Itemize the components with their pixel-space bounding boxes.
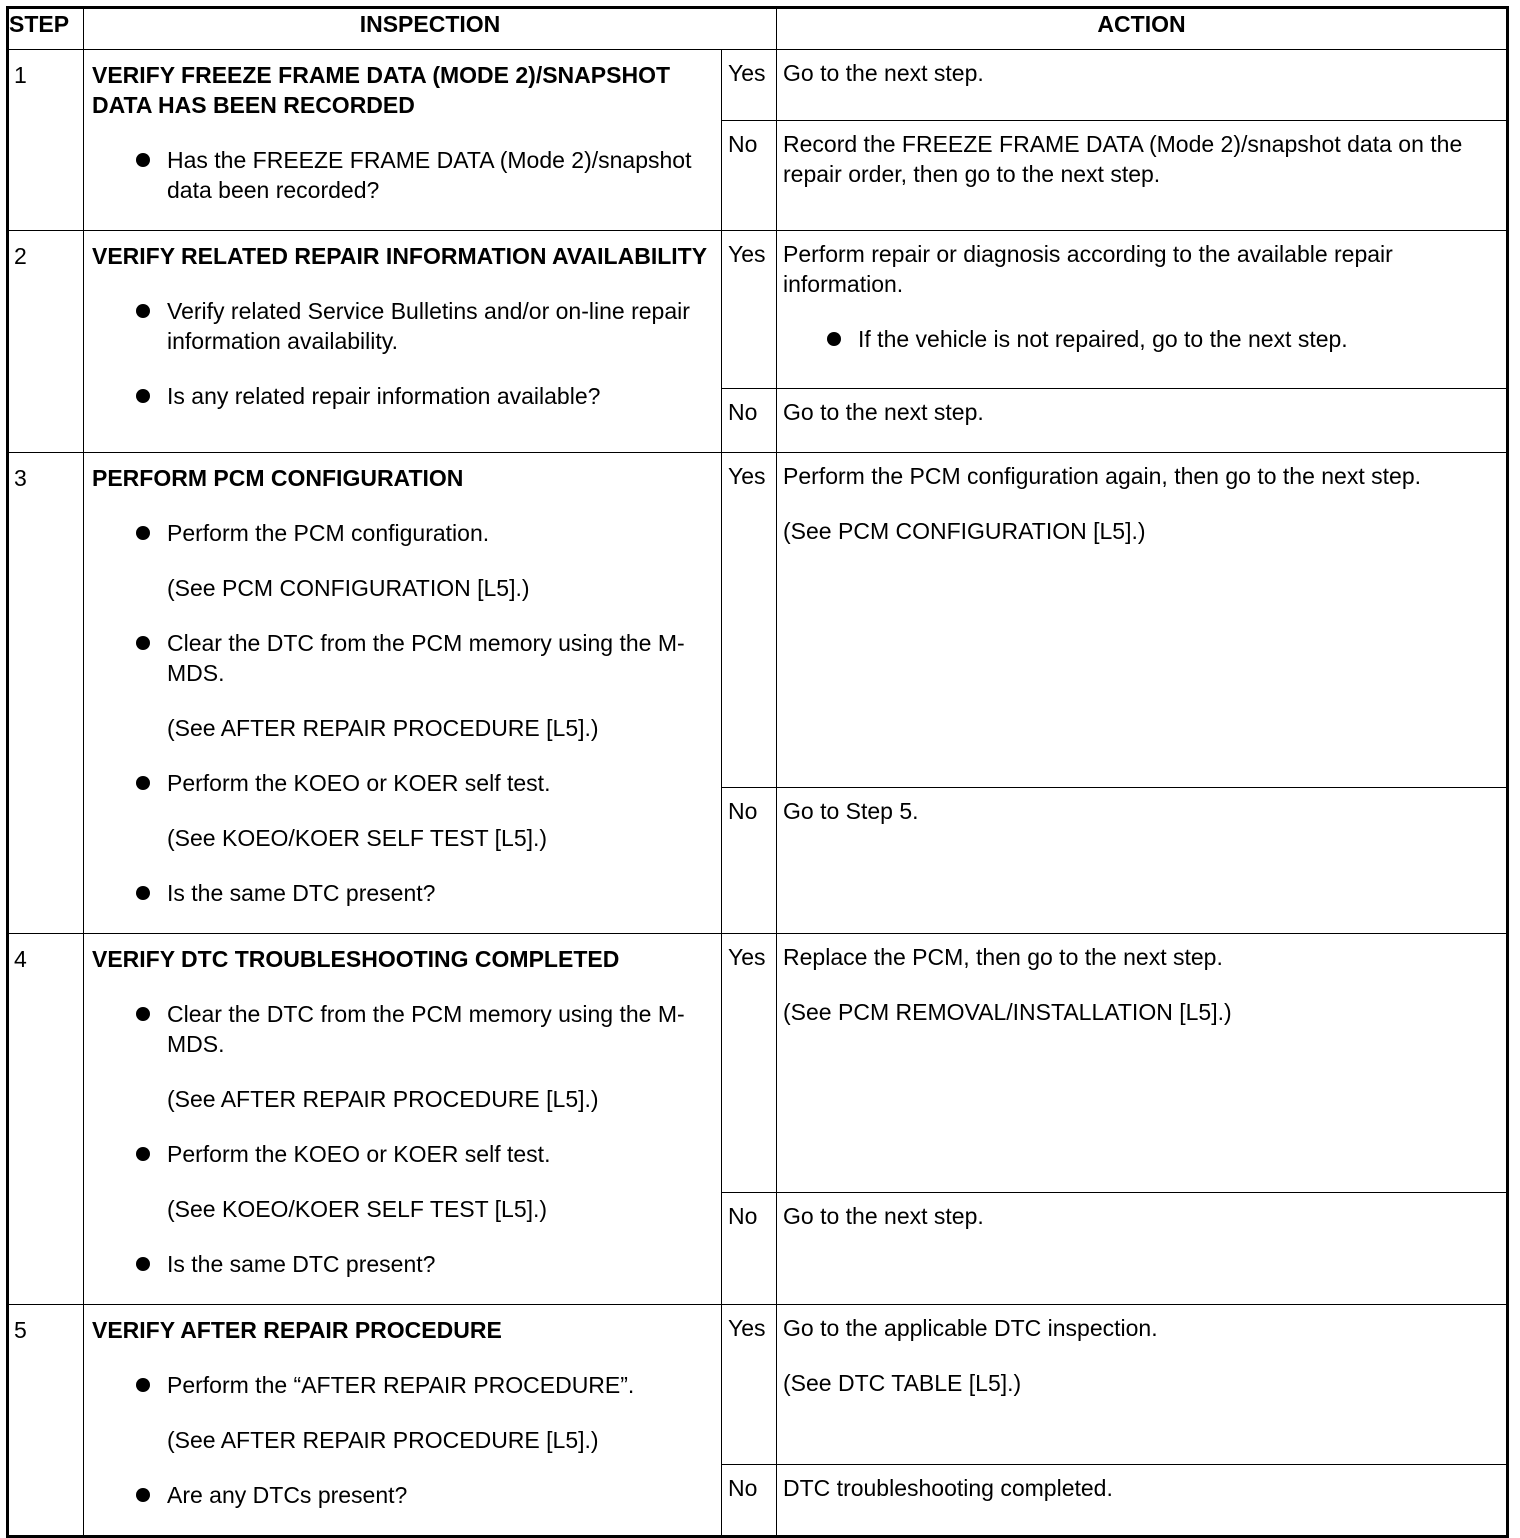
- action-text: Go to the next step.: [783, 60, 984, 86]
- step-number: 4: [8, 934, 84, 1305]
- diagnostic-procedure-table: [6, 6, 1509, 1538]
- bullet-text: Clear the DTC from the PCM memory using the M-MDS.: [167, 1001, 685, 1057]
- inspection-bullet: [92, 878, 713, 908]
- action-column-header: ACTION: [777, 8, 1508, 50]
- yes-label: Yes: [722, 1305, 777, 1465]
- bullet-text: Perform the KOEO or KOER self test.: [167, 770, 551, 796]
- bullet-text: Verify related Service Bulletins and/or on-line repair information availability.: [167, 298, 690, 354]
- step-row: [8, 50, 1508, 121]
- no-action: [777, 1465, 1508, 1537]
- step-number: 1: [8, 50, 84, 231]
- inspection-cell: [84, 453, 722, 934]
- inspection-bullet: [92, 1370, 713, 1455]
- action-text: Perform repair or diagnosis according to the available repair information.: [783, 241, 1393, 297]
- action-text: Perform the PCM configuration again, then go to the next step.: [783, 463, 1421, 489]
- bullet-text: Clear the DTC from the PCM memory using the M-MDS.: [167, 630, 685, 686]
- reference-text: (See KOEO/KOER SELF TEST [L5].): [167, 825, 548, 851]
- reference-text: (See KOEO/KOER SELF TEST [L5].): [167, 1196, 548, 1222]
- step-number: 2: [8, 231, 84, 453]
- step-row: [8, 1305, 1508, 1465]
- inspection-bullet-list: [92, 296, 713, 411]
- step-title: PERFORM PCM CONFIGURATION: [92, 465, 464, 491]
- bullet-text: Perform the PCM configuration.: [167, 520, 490, 546]
- no-action: [777, 120, 1508, 230]
- yes-action: [777, 1305, 1508, 1465]
- reference-text: (See AFTER REPAIR PROCEDURE [L5].): [167, 715, 599, 741]
- inspection-bullet: [92, 1139, 713, 1224]
- bullet-text: Perform the KOEO or KOER self test.: [167, 1141, 551, 1167]
- step-title: VERIFY RELATED REPAIR INFORMATION AVAILABILITY: [92, 243, 708, 269]
- bullet-text: Has the FREEZE FRAME DATA (Mode 2)/snapshot data been recorded?: [167, 147, 692, 203]
- no-action: [777, 1192, 1508, 1304]
- step-number: 5: [8, 1305, 84, 1537]
- inspection-cell: [84, 50, 722, 231]
- no-label: No: [722, 1192, 777, 1304]
- action-text: DTC troubleshooting completed.: [783, 1475, 1113, 1502]
- reference-text: (See AFTER REPAIR PROCEDURE [L5].): [167, 1427, 599, 1453]
- step-row: [8, 231, 1508, 389]
- no-label: No: [722, 120, 777, 230]
- inspection-bullet-list: [92, 145, 713, 205]
- no-action: [777, 389, 1508, 453]
- yes-label: Yes: [722, 50, 777, 121]
- step-column-header: STEP: [8, 8, 84, 50]
- yes-label: Yes: [722, 453, 777, 788]
- step-row: [8, 934, 1508, 1193]
- inspection-bullet: [92, 1249, 713, 1279]
- action-text: Go to the applicable DTC inspection.: [783, 1315, 1158, 1341]
- inspection-cell: [84, 1305, 722, 1537]
- no-label: No: [722, 788, 777, 934]
- step-row: [8, 453, 1508, 788]
- no-action: [777, 788, 1508, 934]
- action-text: (See PCM CONFIGURATION [L5].): [783, 518, 1146, 544]
- step-title: VERIFY FREEZE FRAME DATA (MODE 2)/SNAPSHOT DATA HAS BEEN RECORDED: [92, 62, 671, 118]
- action-text: Replace the PCM, then go to the next step.: [783, 944, 1223, 970]
- step-title: VERIFY DTC TROUBLESHOOTING COMPLETED: [92, 946, 620, 972]
- no-label: No: [722, 389, 777, 453]
- inspection-bullet: [92, 145, 713, 205]
- bullet-text: Is the same DTC present?: [167, 1251, 436, 1277]
- inspection-bullet: [92, 999, 713, 1114]
- inspection-bullet: [92, 768, 713, 853]
- action-text: (See PCM REMOVAL/INSTALLATION [L5].): [783, 999, 1232, 1025]
- bullet-text: Are any DTCs present?: [167, 1482, 408, 1508]
- yes-action: [777, 453, 1508, 788]
- reference-text: (See PCM CONFIGURATION [L5].): [167, 575, 530, 601]
- inspection-bullet: [92, 628, 713, 743]
- inspection-cell: [84, 231, 722, 453]
- action-text: Go to the next step.: [783, 1202, 984, 1229]
- inspection-cell: [84, 934, 722, 1305]
- no-label: No: [722, 1465, 777, 1537]
- inspection-bullet: [92, 1480, 713, 1510]
- step-number: 3: [8, 453, 84, 934]
- inspection-column-header: INSPECTION: [84, 8, 777, 50]
- action-bullet: If the vehicle is not repaired, go to the next step.: [783, 324, 1500, 354]
- action-bullet-list: [783, 324, 1500, 354]
- action-text: (See DTC TABLE [L5].): [783, 1370, 1022, 1396]
- action-text: Record the FREEZE FRAME DATA (Mode 2)/snapshot data on the repair order, then go to the next step.: [783, 130, 1463, 187]
- bullet-text: Is any related repair information available?: [167, 383, 601, 409]
- step-title: VERIFY AFTER REPAIR PROCEDURE: [92, 1317, 502, 1343]
- inspection-bullet: [92, 296, 713, 356]
- bullet-text: Is the same DTC present?: [167, 880, 436, 906]
- header-row: [8, 8, 1508, 50]
- inspection-bullet: [92, 381, 713, 411]
- bullet-text: Perform the “AFTER REPAIR PROCEDURE”.: [167, 1372, 635, 1398]
- action-text: Go to Step 5.: [783, 798, 919, 825]
- yes-action: [777, 934, 1508, 1193]
- inspection-bullet-list: [92, 1370, 713, 1510]
- yes-label: Yes: [722, 231, 777, 389]
- yes-action: [777, 231, 1508, 389]
- yes-label: Yes: [722, 934, 777, 1193]
- reference-text: (See AFTER REPAIR PROCEDURE [L5].): [167, 1086, 599, 1112]
- inspection-bullet: [92, 518, 713, 603]
- yes-action: [777, 50, 1508, 121]
- inspection-bullet-list: [92, 999, 713, 1279]
- action-text: Go to the next step.: [783, 399, 984, 425]
- inspection-bullet-list: [92, 518, 713, 908]
